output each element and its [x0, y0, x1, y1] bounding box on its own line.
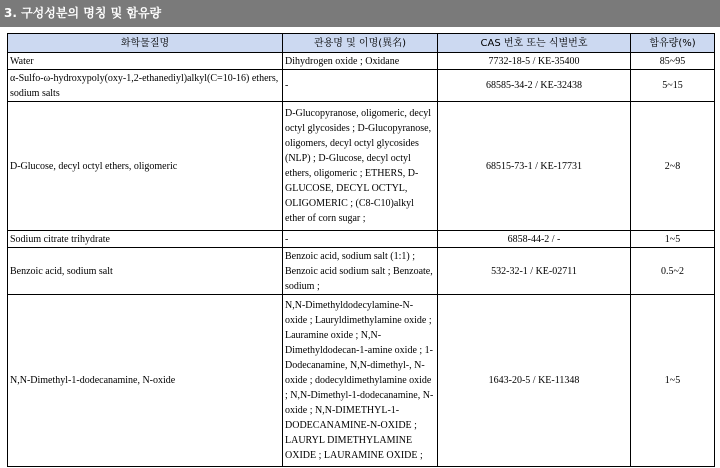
cell-cas-number: 532-32-1 / KE-02711 — [438, 248, 631, 295]
cell-chemical-name: Water — [8, 53, 283, 70]
table-row — [8, 295, 715, 467]
cell-synonyms: - — [283, 231, 438, 248]
cell-cas-number: 7732-18-5 / KE-35400 — [438, 53, 631, 70]
cell-cas-number: 68585-34-2 / KE-32438 — [438, 70, 631, 102]
cell-chemical-name: α-Sulfo-ω-hydroxypoly(oxy-1,2-ethanediyl)alkyl(C=10-16) ethers, sodium salts — [8, 70, 283, 102]
header-chemical-name: 화학물질명 — [8, 34, 283, 53]
cell-chemical-name: D-Glucose, decyl octyl ethers, oligomeric — [8, 102, 283, 231]
table-row — [8, 102, 715, 231]
cell-cas-number: 6858-44-2 / - — [438, 231, 631, 248]
cell-chemical-name: Benzoic acid, sodium salt — [8, 248, 283, 295]
table-row — [8, 248, 715, 295]
cell-cas-number: 68515-73-1 / KE-17731 — [438, 102, 631, 231]
table-row — [8, 231, 715, 248]
cell-chemical-name: N,N-Dimethyl-1-dodecanamine, N-oxide — [8, 295, 283, 467]
header-cas-number: CAS 번호 또는 식별번호 — [438, 34, 631, 53]
cell-cas-number: 1643-20-5 / KE-11348 — [438, 295, 631, 467]
table-header-row — [8, 34, 715, 53]
section-title: 3. 구성성분의 명칭 및 함유량 — [0, 0, 720, 27]
header-synonyms: 관용명 및 이명(異名) — [283, 34, 438, 53]
cell-content: 85~95 — [631, 53, 715, 70]
cell-chemical-name: Sodium citrate trihydrate — [8, 231, 283, 248]
cell-synonyms: N,N-Dimethyldodecylamine-N-oxide ; Lauryldimethylamine oxide ; Lauramine oxide ; N,N-Dimethyldodecan-1-amine oxide ; 1-Dodecanamine, N,N-dimethyl-, N-oxide ; dodecyldimethylamine oxide ; N,N-Dimethyl-1-dodecanamine, N-oxide ; N,N-DIMETHYL-1-DODECANAMINE-N-OXIDE ; LAURYL DIMETHYLAMINE OXIDE ; LAURAMINE OXIDE ; — [283, 295, 438, 467]
cell-content: 2~8 — [631, 102, 715, 231]
composition-table — [7, 33, 715, 467]
header-content: 함유량(%) — [631, 34, 715, 53]
table-row — [8, 70, 715, 102]
cell-content: 1~5 — [631, 231, 715, 248]
table-row — [8, 53, 715, 70]
cell-content: 0.5~2 — [631, 248, 715, 295]
cell-synonyms: Dihydrogen oxide ; Oxidane — [283, 53, 438, 70]
cell-content: 1~5 — [631, 295, 715, 467]
cell-content: 5~15 — [631, 70, 715, 102]
cell-synonyms: D-Glucopyranose, oligomeric, decyl octyl glycosides ; D-Glucopyranose, oligomers, decyl octyl glycosides (NLP) ; D-Glucose, decyl octyl ethers, oligomeric ; ETHERS, D-GLUCOSE, DECYL OCTYL, OLIGOMERIC ; (C8-C10)alkyl ether of corn sugar ; — [283, 102, 438, 231]
cell-synonyms: - — [283, 70, 438, 102]
cell-synonyms: Benzoic acid, sodium salt (1:1) ; Benzoic acid sodium salt ; Benzoate, sodium ; — [283, 248, 438, 295]
